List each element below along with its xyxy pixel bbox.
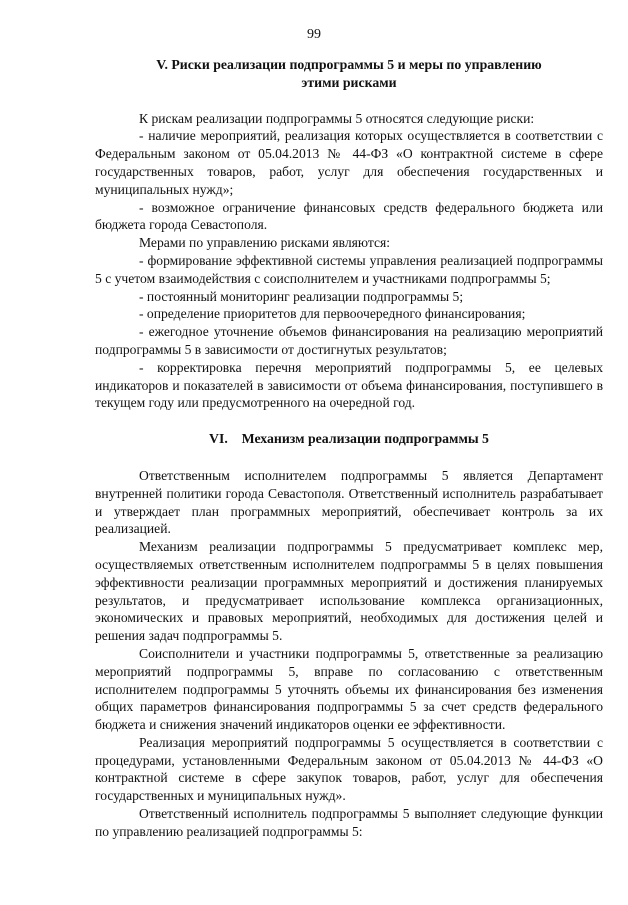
- s5-paragraph-measure-5: - корректировка перечня мероприятий подпрограммы 5, ее целевых индикаторов и показателей в зависимости от объема финансирования, поступившего в текущем году или предусмотренного на очередной год.: [95, 359, 603, 411]
- s5-paragraph-risks-intro: К рискам реализации подпрограммы 5 относятся следующие риски:: [139, 110, 535, 126]
- section-5-heading-line2: этими рисками: [301, 74, 397, 90]
- page-number: 99: [307, 27, 321, 42]
- page-content: [95, 56, 603, 841]
- s5-paragraph-risk-2: - возможное ограничение финансовых средств федерального бюджета или бюджета города Севастополя.: [95, 199, 603, 233]
- section-5-heading: [95, 56, 603, 92]
- s6-paragraph-3: Соисполнители и участники подпрограммы 5, ответственные за реализацию мероприятий подпрограммы 5, вправе по согласованию с ответственным исполнителем подпрограммы 5 уточнять объемы их финансирования без изменения общих параметров финансирования подпрограммы 5 за счет средств федерального бюджета и снижения значений индикаторов оценки ее эффективности.: [95, 645, 603, 733]
- section-5-heading-line1: V. Риски реализации подпрограммы 5 и меры по управлению: [156, 57, 542, 72]
- s6-paragraph-2: Механизм реализации подпрограммы 5 предусматривает комплекс мер, осуществляемых ответственным исполнителем подпрограммы 5 в целях повышения эффективности реализации программных мероприятий и достижения планируемых результатов, и предусматривает использование комплекса организационных, экономических и правовых мероприятий, необходимых для достижения целей и решения задач подпрограммы 5.: [95, 539, 603, 644]
- section-6-heading: VI. Механизм реализации подпрограммы 5: [209, 431, 489, 447]
- s5-paragraph-measure-4: - ежегодное уточнение объемов финансирования на реализацию мероприятий подпрограммы 5 в зависимости от достигнутых результатов;: [95, 324, 603, 357]
- s5-paragraph-measures-intro: Мерами по управлению рисками являются:: [139, 235, 391, 251]
- s5-paragraph-measure-1: - формирование эффективной системы управления реализацией подпрограммы 5 с учетом взаимодействия с соисполнителем и участниками подпрограммы 5;: [95, 252, 603, 286]
- s5-paragraph-measure-3: - определение приоритетов для первоочередного финансирования;: [139, 306, 526, 322]
- s5-paragraph-measure-2: - постоянный мониторинг реализации подпрограммы 5;: [139, 288, 464, 304]
- s6-paragraph-1: Ответственным исполнителем подпрограммы 5 является Департамент внутренней политики города Севастополя. Ответственный исполнитель разрабатывает и утверждает план программных мероприятий, обеспечивает контроль за их реализацией.: [95, 467, 603, 537]
- s5-paragraph-risk-1: - наличие мероприятий, реализация которых осуществляется в соответствии с Федеральным законом от 05.04.2013 № 44-ФЗ «О контрактной системе в сфере государственных товаров, работ, услуг для обеспечения государственных и муниципальных нужд»;: [95, 128, 603, 197]
- s6-paragraph-5: Ответственный исполнитель подпрограммы 5 выполняет следующие функции по управлению реализацией подпрограммы 5:: [95, 806, 603, 839]
- s6-paragraph-4: Реализация мероприятий подпрограммы 5 осуществляется в соответствии с процедурами, установленными Федеральным законом от 05.04.2013 № 44-ФЗ «О контрактной системе в сфере закупок товаров, работ, услуг для обеспечения государственных и муниципальных нужд».: [95, 734, 603, 804]
